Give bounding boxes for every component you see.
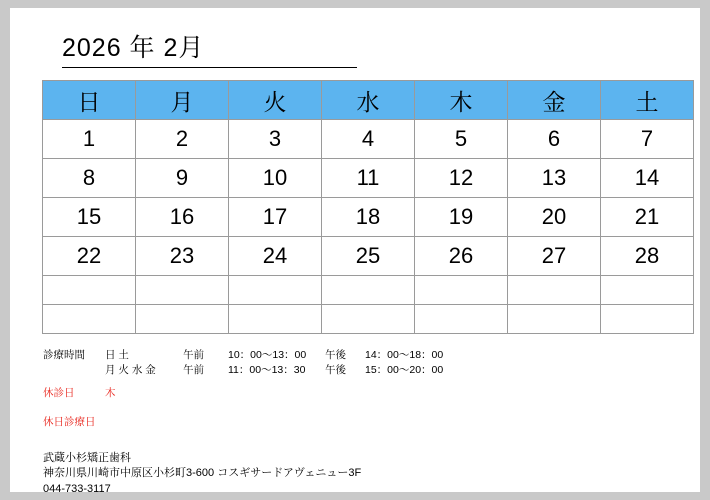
weekday-header-tue: 火 (229, 81, 322, 120)
calendar-day-cell (415, 276, 508, 305)
clinic-hours-am-label: 午前 (183, 364, 204, 376)
calendar-day-cell: 2 (136, 120, 229, 159)
calendar-day-cell: 5 (415, 120, 508, 159)
calendar-day-cell: 14 (601, 159, 694, 198)
calendar-day-cell (322, 276, 415, 305)
calendar-day-cell: 3 (229, 120, 322, 159)
calendar-day-cell: 11 (322, 159, 415, 198)
weekday-header-thu: 木 (415, 81, 508, 120)
calendar-day-cell (322, 305, 415, 334)
closed-days-label: 休診日 (43, 387, 75, 399)
calendar-header-row (43, 81, 694, 120)
clinic-hours-pm-label: 午後 (325, 364, 346, 376)
calendar-day-cell (601, 305, 694, 334)
clinic-phone: 044-733-3117 (43, 482, 111, 495)
clinic-address: 神奈川県川崎市中原区小杉町3-600 コスギサードアヴェニュー3F (43, 467, 362, 480)
calendar-day-cell: 7 (601, 120, 694, 159)
clinic-hours-pm-label: 午後 (325, 349, 346, 361)
calendar-page (10, 8, 700, 495)
clinic-hours-pm-time: 14：00～18：00 (365, 349, 444, 361)
calendar-day-cell (508, 276, 601, 305)
calendar-week-row (43, 276, 694, 305)
page-title-wrap (62, 28, 357, 68)
calendar-week-row (43, 237, 694, 276)
calendar-week-row (43, 120, 694, 159)
calendar-week-row (43, 198, 694, 237)
calendar-day-cell: 16 (136, 198, 229, 237)
calendar-day-cell: 17 (229, 198, 322, 237)
calendar-day-cell: 12 (415, 159, 508, 198)
calendar-day-cell: 4 (322, 120, 415, 159)
weekday-header-fri: 金 (508, 81, 601, 120)
calendar-day-cell: 8 (43, 159, 136, 198)
calendar-day-cell: 19 (415, 198, 508, 237)
calendar-day-cell: 10 (229, 159, 322, 198)
calendar-day-cell: 23 (136, 237, 229, 276)
calendar-day-cell (508, 305, 601, 334)
calendar-day-cell (43, 276, 136, 305)
calendar-day-cell (229, 276, 322, 305)
calendar-day-cell: 6 (508, 120, 601, 159)
page-title: 2026 年 2月 (62, 34, 205, 62)
calendar-day-cell: 1 (43, 120, 136, 159)
calendar-day-cell: 24 (229, 237, 322, 276)
weekday-header-mon: 月 (136, 81, 229, 120)
calendar-day-cell: 21 (601, 198, 694, 237)
calendar-day-cell (43, 305, 136, 334)
calendar-day-cell (601, 276, 694, 305)
calendar-day-cell (136, 305, 229, 334)
calendar-week-row (43, 305, 694, 334)
clinic-hours-pm-time: 15：00～20：00 (365, 364, 444, 376)
calendar-day-cell: 25 (322, 237, 415, 276)
calendar-day-cell: 15 (43, 198, 136, 237)
calendar-day-cell (229, 305, 322, 334)
calendar-day-cell: 9 (136, 159, 229, 198)
calendar-day-cell: 26 (415, 237, 508, 276)
clinic-info (43, 451, 361, 497)
calendar-day-cell: 20 (508, 198, 601, 237)
weekday-header-sun: 日 (43, 81, 136, 120)
calendar-day-cell: 13 (508, 159, 601, 198)
calendar-day-cell (415, 305, 508, 334)
clinic-hours-am-time: 11：00～13：30 (228, 364, 306, 376)
weekday-header-wed: 水 (322, 81, 415, 120)
holiday-clinic-label: 休日診療日 (43, 416, 96, 428)
clinic-hours-am-time: 10：00～13：00 (228, 349, 307, 361)
calendar-day-cell: 28 (601, 237, 694, 276)
calendar-day-cell: 18 (322, 198, 415, 237)
closed-days-value: 木 (105, 387, 116, 399)
clinic-name: 武蔵小杉矯正歯科 (43, 452, 131, 464)
closed-days-row (43, 385, 116, 400)
clinic-hours-days: 月 火 水 金 (105, 364, 156, 376)
clinic-hours-am-label: 午前 (183, 349, 204, 361)
clinic-hours-days: 日 土 (105, 349, 129, 361)
calendar-day-cell: 27 (508, 237, 601, 276)
calendar-day-cell (136, 276, 229, 305)
calendar-week-row (43, 159, 694, 198)
clinic-hours-label: 診療時間 (43, 349, 85, 361)
calendar-table (42, 80, 694, 334)
calendar-day-cell: 22 (43, 237, 136, 276)
weekday-header-sat: 土 (601, 81, 694, 120)
